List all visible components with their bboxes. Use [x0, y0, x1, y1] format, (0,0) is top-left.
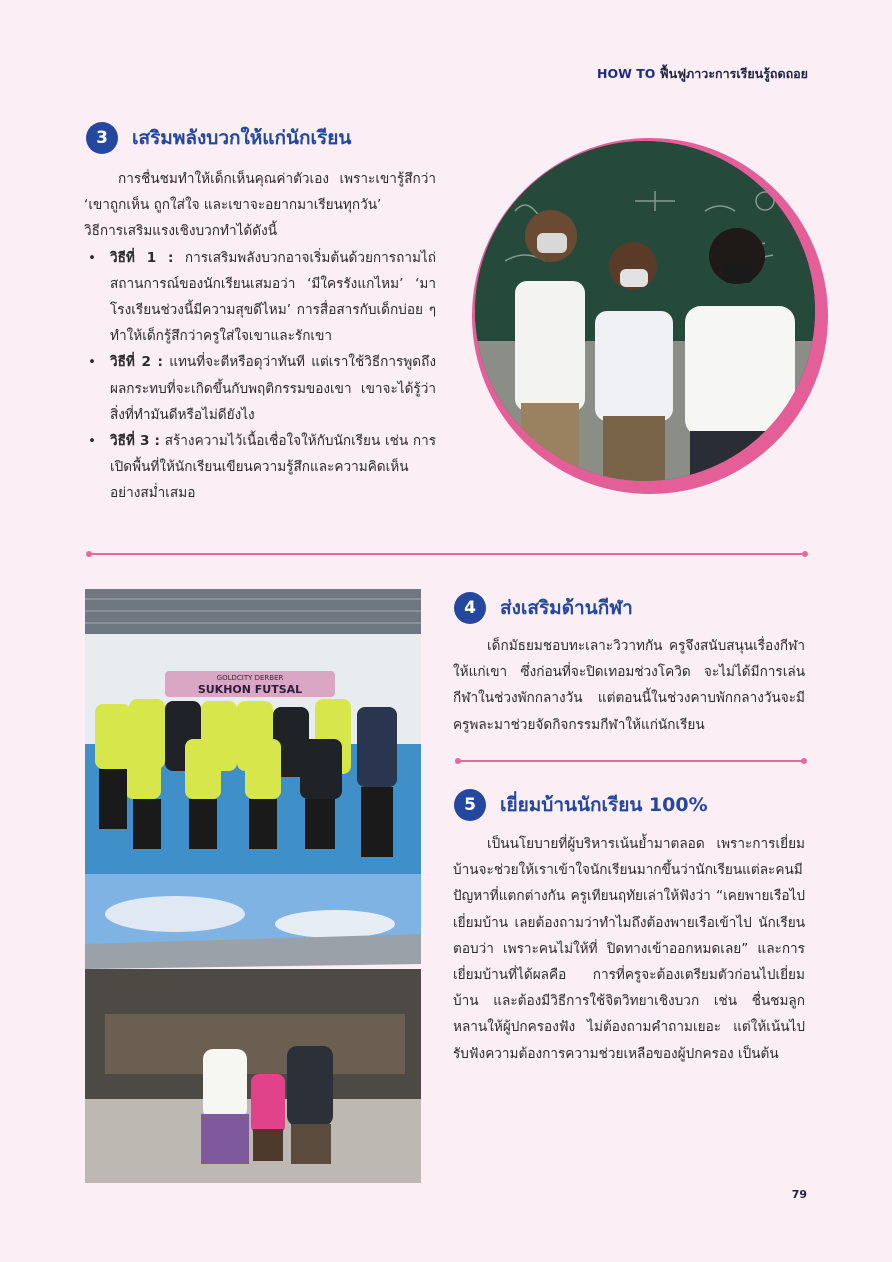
section-number-3: 3	[86, 122, 118, 154]
section-5-heading	[454, 789, 708, 821]
section-number-4: 4	[454, 592, 486, 624]
section-4-title: ส่งเสริมด้านกีฬา	[500, 597, 633, 619]
method-item	[84, 428, 436, 507]
method-list	[84, 245, 436, 507]
banner-text: SUKHON FUTSAL	[197, 683, 303, 696]
section-3-lead: วิธีการเสริมแรงเชิงบวกทำได้ดังนี้	[84, 223, 278, 240]
futsal-team-photo	[85, 589, 421, 874]
section-3-title: เสริมพลังบวกให้แก่นักเรียน	[132, 127, 352, 149]
section-4-heading	[454, 592, 633, 624]
students-circle-photo-frame	[472, 138, 828, 494]
method-label: วิธีที่ 1 :	[110, 249, 174, 266]
method-item	[84, 245, 436, 350]
section-5-body	[453, 831, 805, 1067]
header-howto: HOW TO	[597, 66, 656, 81]
section-divider	[458, 760, 804, 762]
section-4-paragraph: เด็กมัธยมชอบทะเลาะวิวาทกัน ครูจึงสนับสนุนเรื่องกีฬาให้แก่เขา ซึ่งก่อนที่จะปิดเทอมช่วงโควิด จะไม่ได้มีการเล่นกีฬาในช่วงพักกลางวัน แต่ตอนนี้ในช่วงคาบพักกลางวันจะมีครูพละมาช่วยจัดกิจกรรมกีฬาให้แก่นักเรียน	[453, 638, 805, 733]
home-visit-photo	[85, 874, 421, 1183]
section-5-title: เยี่ยมบ้านนักเรียน 100%	[500, 794, 708, 816]
banner-small-text: GOLDCITY DERBER	[216, 674, 284, 682]
section-3-intro: การชื่นชมทำให้เด็กเห็นคุณค่าตัวเอง เพราะเขารู้สึกว่า ‘เขาถูกเห็น ถูกใส่ใจ และเขาจะอยากมาเรียนทุกวัน’	[84, 171, 436, 214]
section-4-body	[453, 633, 805, 738]
method-label: วิธีที่ 3 :	[110, 433, 160, 450]
section-number-5: 5	[454, 789, 486, 821]
method-text: แทนที่จะตีหรือดุว่าทันที แต่เราใช้วิธีการพูดถึงผลกระทบที่จะเกิดขึ้นกับพฤติกรรมของเขา เขาจะได้รู้ว่าสิ่งที่ทำมันดีหรือไม่ดียังไง	[110, 354, 436, 423]
header-title: ฟื้นฟูภาวะการเรียนรู้ถดถอย	[659, 66, 808, 81]
method-text: สร้างความไว้เนื้อเชื่อใจให้กับนักเรียน เช่น การเปิดพื้นที่ให้นักเรียนเขียนความรู้สึกและความคิดเห็นอย่างสม่ำเสมอ	[110, 433, 437, 502]
method-label: วิธีที่ 2 :	[110, 354, 163, 371]
home-visit-illustration	[85, 874, 421, 1183]
section-3-heading	[86, 122, 351, 154]
section-5-paragraph: เป็นนโยบายที่ผู้บริหารเน้นย้ำมาตลอด เพราะการเยี่ยมบ้านจะช่วยให้เราเข้าใจนักเรียนมากขึ้นว่านักเรียนแต่ละคนมีปัญหาที่แตกต่างกัน ครูเทียนฤทัยเล่าให้ฟังว่า “เคยพายเรือไปเยี่ยมบ้าน เลยต้องถามว่าทำไมถึงต้องพายเรือเข้าไป นักเรียนตอบว่า เพราะคนไม่ให้ที่ ปิดทางเข้าออกหมดเลย” และการเยี่ยมบ้านที่ได้ผลคือ การที่ครูจะต้องเตรียมตัวก่อนไปเยี่ยมบ้าน และต้องมีวิธีการใช้จิตวิทยาเชิงบวก เช่น ชื่นชมลูกหลานให้ผู้ปกครองฟัง ไม่ต้องถามคำถามเยอะ แต่ให้เน้นไปรับฟังความต้องการความช่วยเหลือของผู้ปกครอง เป็นต้น	[453, 836, 805, 1062]
futsal-illustration	[85, 589, 421, 874]
section-divider	[89, 553, 805, 555]
section-3-body	[84, 166, 436, 507]
students-illustration	[475, 141, 815, 481]
page-number: 79	[791, 1188, 807, 1201]
students-photo	[475, 141, 815, 481]
method-text: การเสริมพลังบวกอาจเริ่มต้นด้วยการถามไถ่สถานการณ์ของนักเรียนเสมอว่า ‘มีใครรังแกไหม’ ‘มาโรงเรียนช่วงนี้มีความสุขดีไหม’ การสื่อสารกับเด็กบ่อย ๆ ทำให้เด็กรู้สึกว่าครูใส่ใจเขาและรักเขา	[110, 249, 436, 345]
method-item	[84, 349, 436, 428]
running-header	[597, 64, 808, 84]
